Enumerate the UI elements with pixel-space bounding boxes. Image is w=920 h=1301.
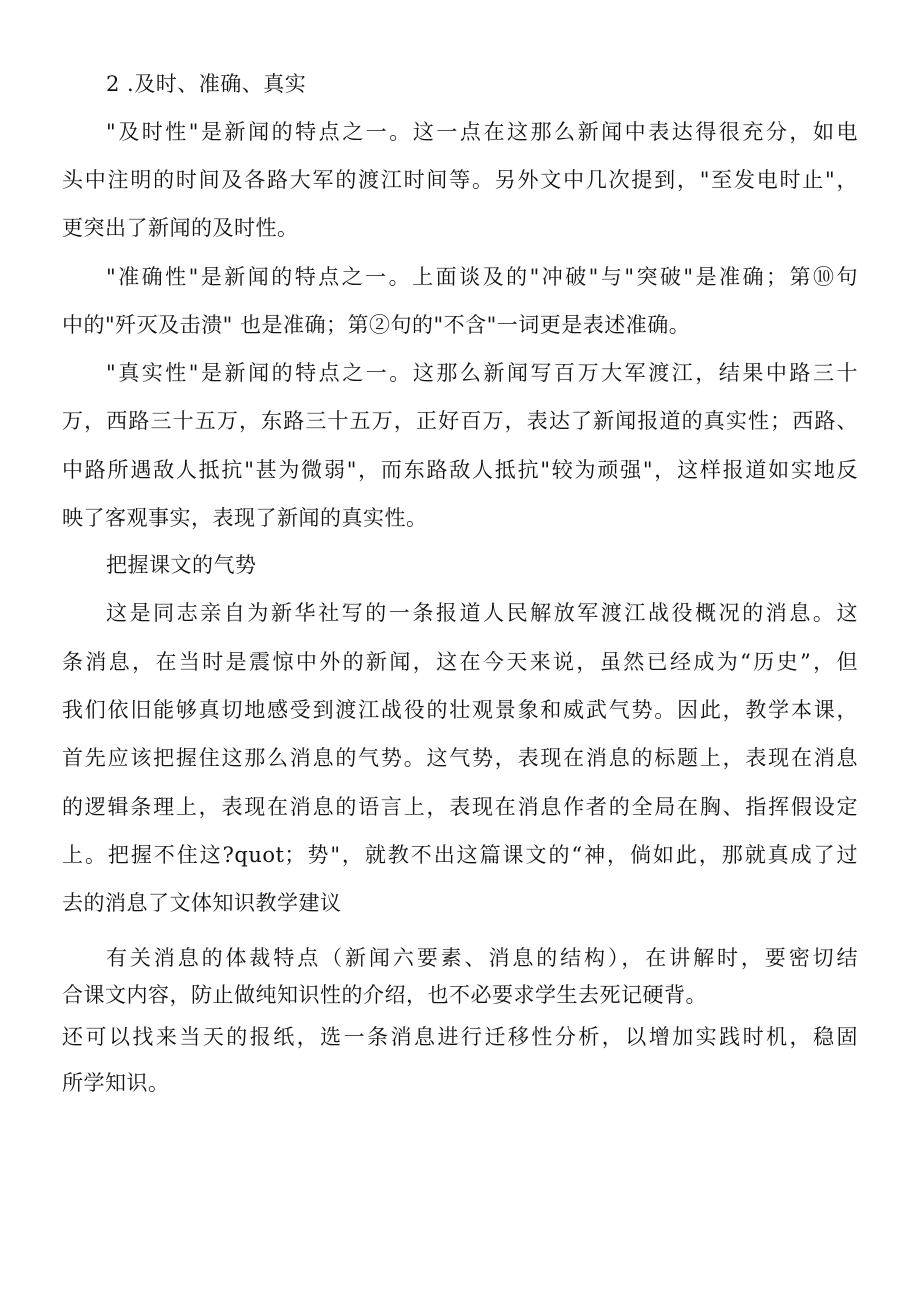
paragraph-line: 中的"歼灭及击溃" 也是准确；第②句的"不含"一词更是表述准确。: [62, 313, 691, 337]
paragraph-line: 还可以找来当天的报纸，选一条消息进行迁移性分析，以增加实践时机，稳固: [62, 1025, 858, 1049]
section-heading: 2 .及时、准确、真实: [106, 72, 307, 96]
paragraph-line: "及时性"是新闻的特点之一。这一点在这那么新闻中表达得很充分，如电: [106, 120, 858, 144]
paragraph-line: 首先应该把握住这那么消息的气势。这气势，表现在消息的标题上，表现在消息: [62, 746, 858, 770]
paragraph-line: 条消息，在当时是震惊中外的新闻，这在今天来说，虽然已经成为“历史”，但: [62, 650, 858, 674]
paragraph-line: 更突出了新闻的及时性。: [62, 216, 299, 240]
paragraph-line: 去的消息了文体知识教学建议: [62, 891, 342, 915]
paragraph-line: 这是同志亲自为新华社写的一条报道人民解放军渡江战役概况的消息。这: [106, 601, 858, 625]
paragraph-line: 上。把握不住这?quot；势"，就教不出这篇课文的“神，倘如此，那就真成了过: [62, 843, 858, 867]
paragraph-line: 头中注明的时间及各路大军的渡江时间等。另外文中几次提到，"至发电时止"，: [62, 168, 858, 192]
paragraph-line: "真实性"是新闻的特点之一。这那么新闻写百万大军渡江，结果中路三十: [106, 361, 858, 385]
paragraph-line: 我们依旧能够真切地感受到渡江战役的壮观景象和威武气势。因此，教学本课，: [62, 698, 858, 722]
paragraph-line: 的逻辑条理上，表现在消息的语言上，表现在消息作者的全局在胸、指挥假设定: [62, 795, 858, 819]
paragraph-line: 所学知识。: [62, 1071, 170, 1095]
paragraph-line: 万，西路三十五万，东路三十五万，正好百万，表达了新闻报道的真实性；西路、: [62, 409, 858, 433]
paragraph-line: 合课文内容，防止做纯知识性的介绍，也不必要求学生去死记硬背。: [62, 983, 707, 1007]
paragraph-line: 映了客观事实，表现了新闻的真实性。: [62, 506, 428, 530]
paragraph-line: "准确性"是新闻的特点之一。上面谈及的"冲破"与"突破"是准确；第⑩句: [106, 265, 858, 289]
paragraph-line: 有关消息的体裁特点（新闻六要素、消息的结构），在讲解时，要密切结: [106, 946, 858, 970]
paragraph-line: 中路所遇敌人抵抗"甚为微弱"，而东路敌人抵抗"较为顽强"，这样报道如实地反: [62, 458, 858, 482]
momentum-heading: 把握课文的气势: [106, 553, 257, 577]
